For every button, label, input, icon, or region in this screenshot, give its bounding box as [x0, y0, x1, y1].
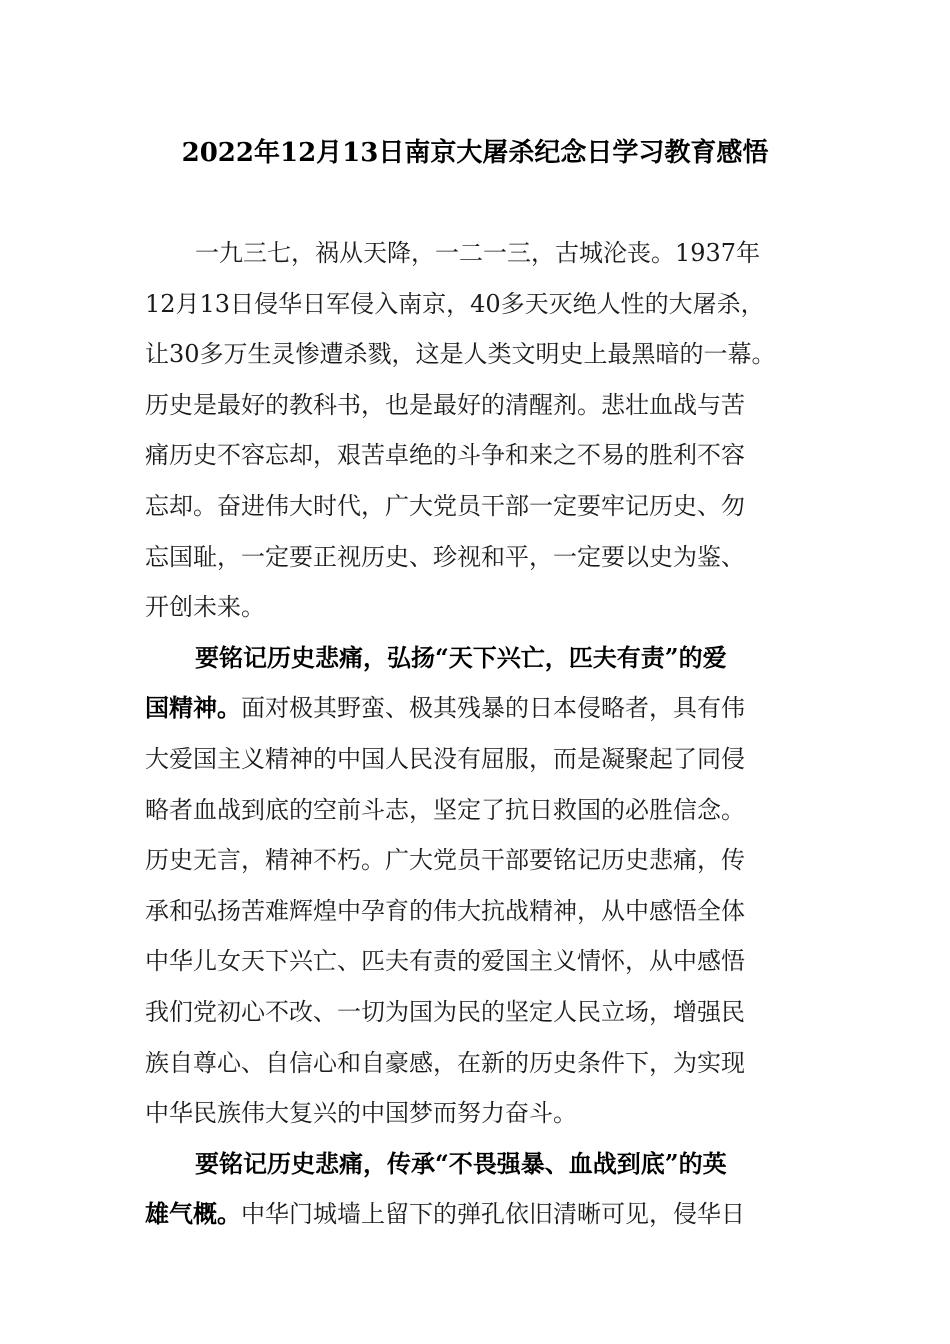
section-heading-end: 国精神。 — [145, 693, 241, 723]
text-line: 让30多万生灵惨遭杀戮，这是人类文明史上最黑暗的一幕。 — [145, 340, 776, 369]
text-run: 面对极其野蛮、极其残暴的日本侵略者，具有伟 — [241, 694, 745, 723]
text-line: 开创未来。 — [145, 593, 265, 622]
paragraph-patriotism — [145, 633, 805, 1139]
text-line: 中华民族伟大复兴的中国梦而努力奋斗。 — [145, 1099, 577, 1128]
text-line: 一九三七，祸从天降，一二一三，古城沦丧。1937年 — [195, 239, 761, 267]
text-run: 中华门城墙上留下的弹孔依旧清晰可见，侵华日 — [241, 1200, 745, 1229]
text-line: 12月13日侵华日军侵入南京，40多天灭绝人性的大屠杀， — [145, 289, 765, 318]
paragraph-intro — [145, 228, 805, 633]
text-line: 历史无言，精神不朽。广大党员干部要铭记历史悲痛，传 — [145, 846, 745, 875]
text-line: 忘国耻，一定要正视历史、珍视和平，一定要以史为鉴、 — [145, 542, 745, 571]
section-heading: 要铭记历史悲痛，弘扬“天下兴亡，匹夫有责”的爱 — [195, 642, 727, 672]
document-body — [145, 228, 805, 1240]
page-title: 2022年12月13日南京大屠杀纪念日学习教育感悟 — [181, 138, 769, 168]
text-line — [145, 1189, 805, 1240]
text-line: 中华儿女天下兴亡、匹夫有责的爱国主义情怀，从中感悟 — [145, 947, 745, 976]
text-line: 我们党初心不改、一切为国为民的坚定人民立场，增强民 — [145, 997, 745, 1026]
section-heading-end: 雄气概。 — [145, 1199, 241, 1229]
text-line: 族自尊心、自信心和自豪感，在新的历史条件下，为实现 — [145, 1048, 745, 1077]
text-line: 大爱国主义精神的中国人民没有屈服，而是凝聚起了同侵 — [145, 744, 745, 773]
text-line: 承和弘扬苦难辉煌中孕育的伟大抗战精神，从中感悟全体 — [145, 896, 745, 925]
text-line — [145, 683, 805, 734]
text-line: 历史是最好的教科书，也是最好的清醒剂。悲壮血战与苦 — [145, 390, 745, 419]
paragraph-heroism — [145, 1139, 805, 1240]
text-line: 痛历史不容忘却，艰苦卓绝的斗争和来之不易的胜利不容 — [145, 441, 745, 470]
text-line: 忘却。奋进伟大时代，广大党员干部一定要牢记历史、勿 — [145, 491, 745, 520]
text-line: 略者血战到底的空前斗志，坚定了抗日救国的必胜信念。 — [145, 795, 745, 824]
section-heading: 要铭记历史悲痛，传承“不畏强暴、血战到底”的英 — [195, 1148, 727, 1178]
